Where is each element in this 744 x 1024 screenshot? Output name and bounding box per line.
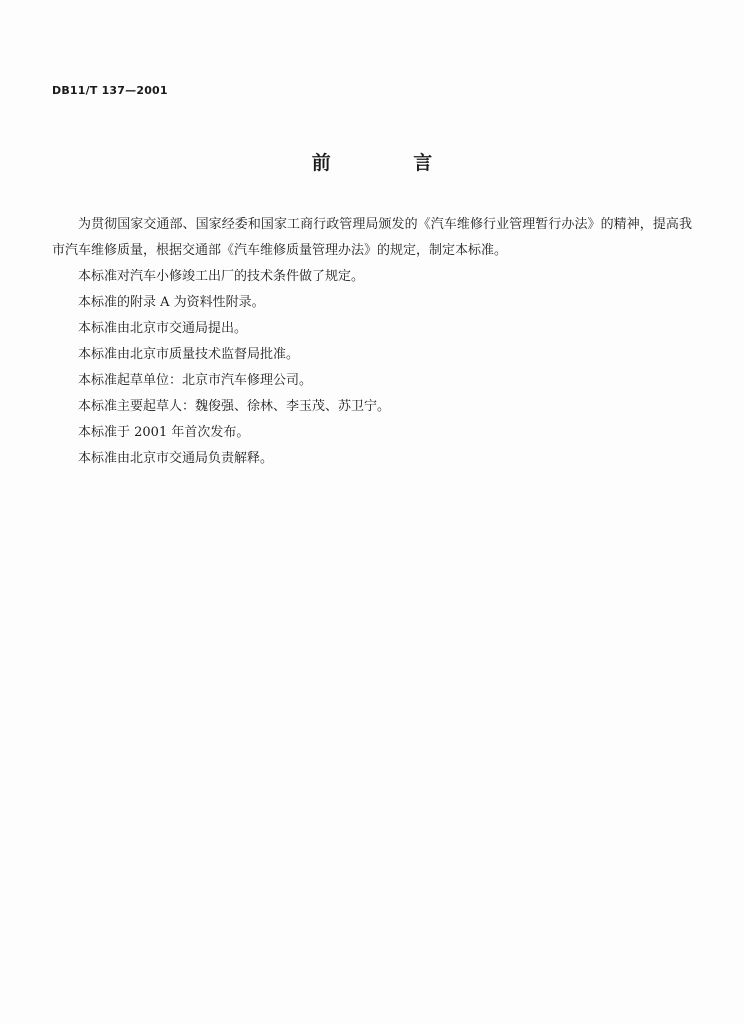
paragraph-proposer: 本标准由北京市交通局提出。 <box>78 321 248 336</box>
paragraph-approver: 本标准由北京市质量技术监督局批准。 <box>78 347 300 362</box>
paragraph-interpretation: 本标准由北京市交通局负责解释。 <box>78 451 274 466</box>
paragraph-scope: 本标准对汽车小修竣工出厂的技术条件做了规定。 <box>78 269 365 284</box>
document-code: DB11/T 137—2001 <box>52 84 168 97</box>
paragraph-appendix: 本标准的附录 A 为资料性附录。 <box>78 295 265 310</box>
paragraph-purpose: 为贯彻国家交通部、国家经委和国家工商行政管理局颁发的《汽车维修行业管理暂行办法》的精神，提高我市汽车维修质量，根据交通部《汽车维修质量管理办法》的规定，制定本标准。 <box>52 217 692 258</box>
paragraph-drafters: 本标准主要起草人：魏俊强、徐林、李玉茂、苏卫宁。 <box>78 399 391 414</box>
paragraph-first-release: 本标准于 2001 年首次发布。 <box>78 425 250 440</box>
page-title: 前 言 <box>311 152 471 174</box>
paragraph-drafting-unit: 本标准起草单位：北京市汽车修理公司。 <box>78 373 313 388</box>
foreword-body <box>52 212 692 472</box>
